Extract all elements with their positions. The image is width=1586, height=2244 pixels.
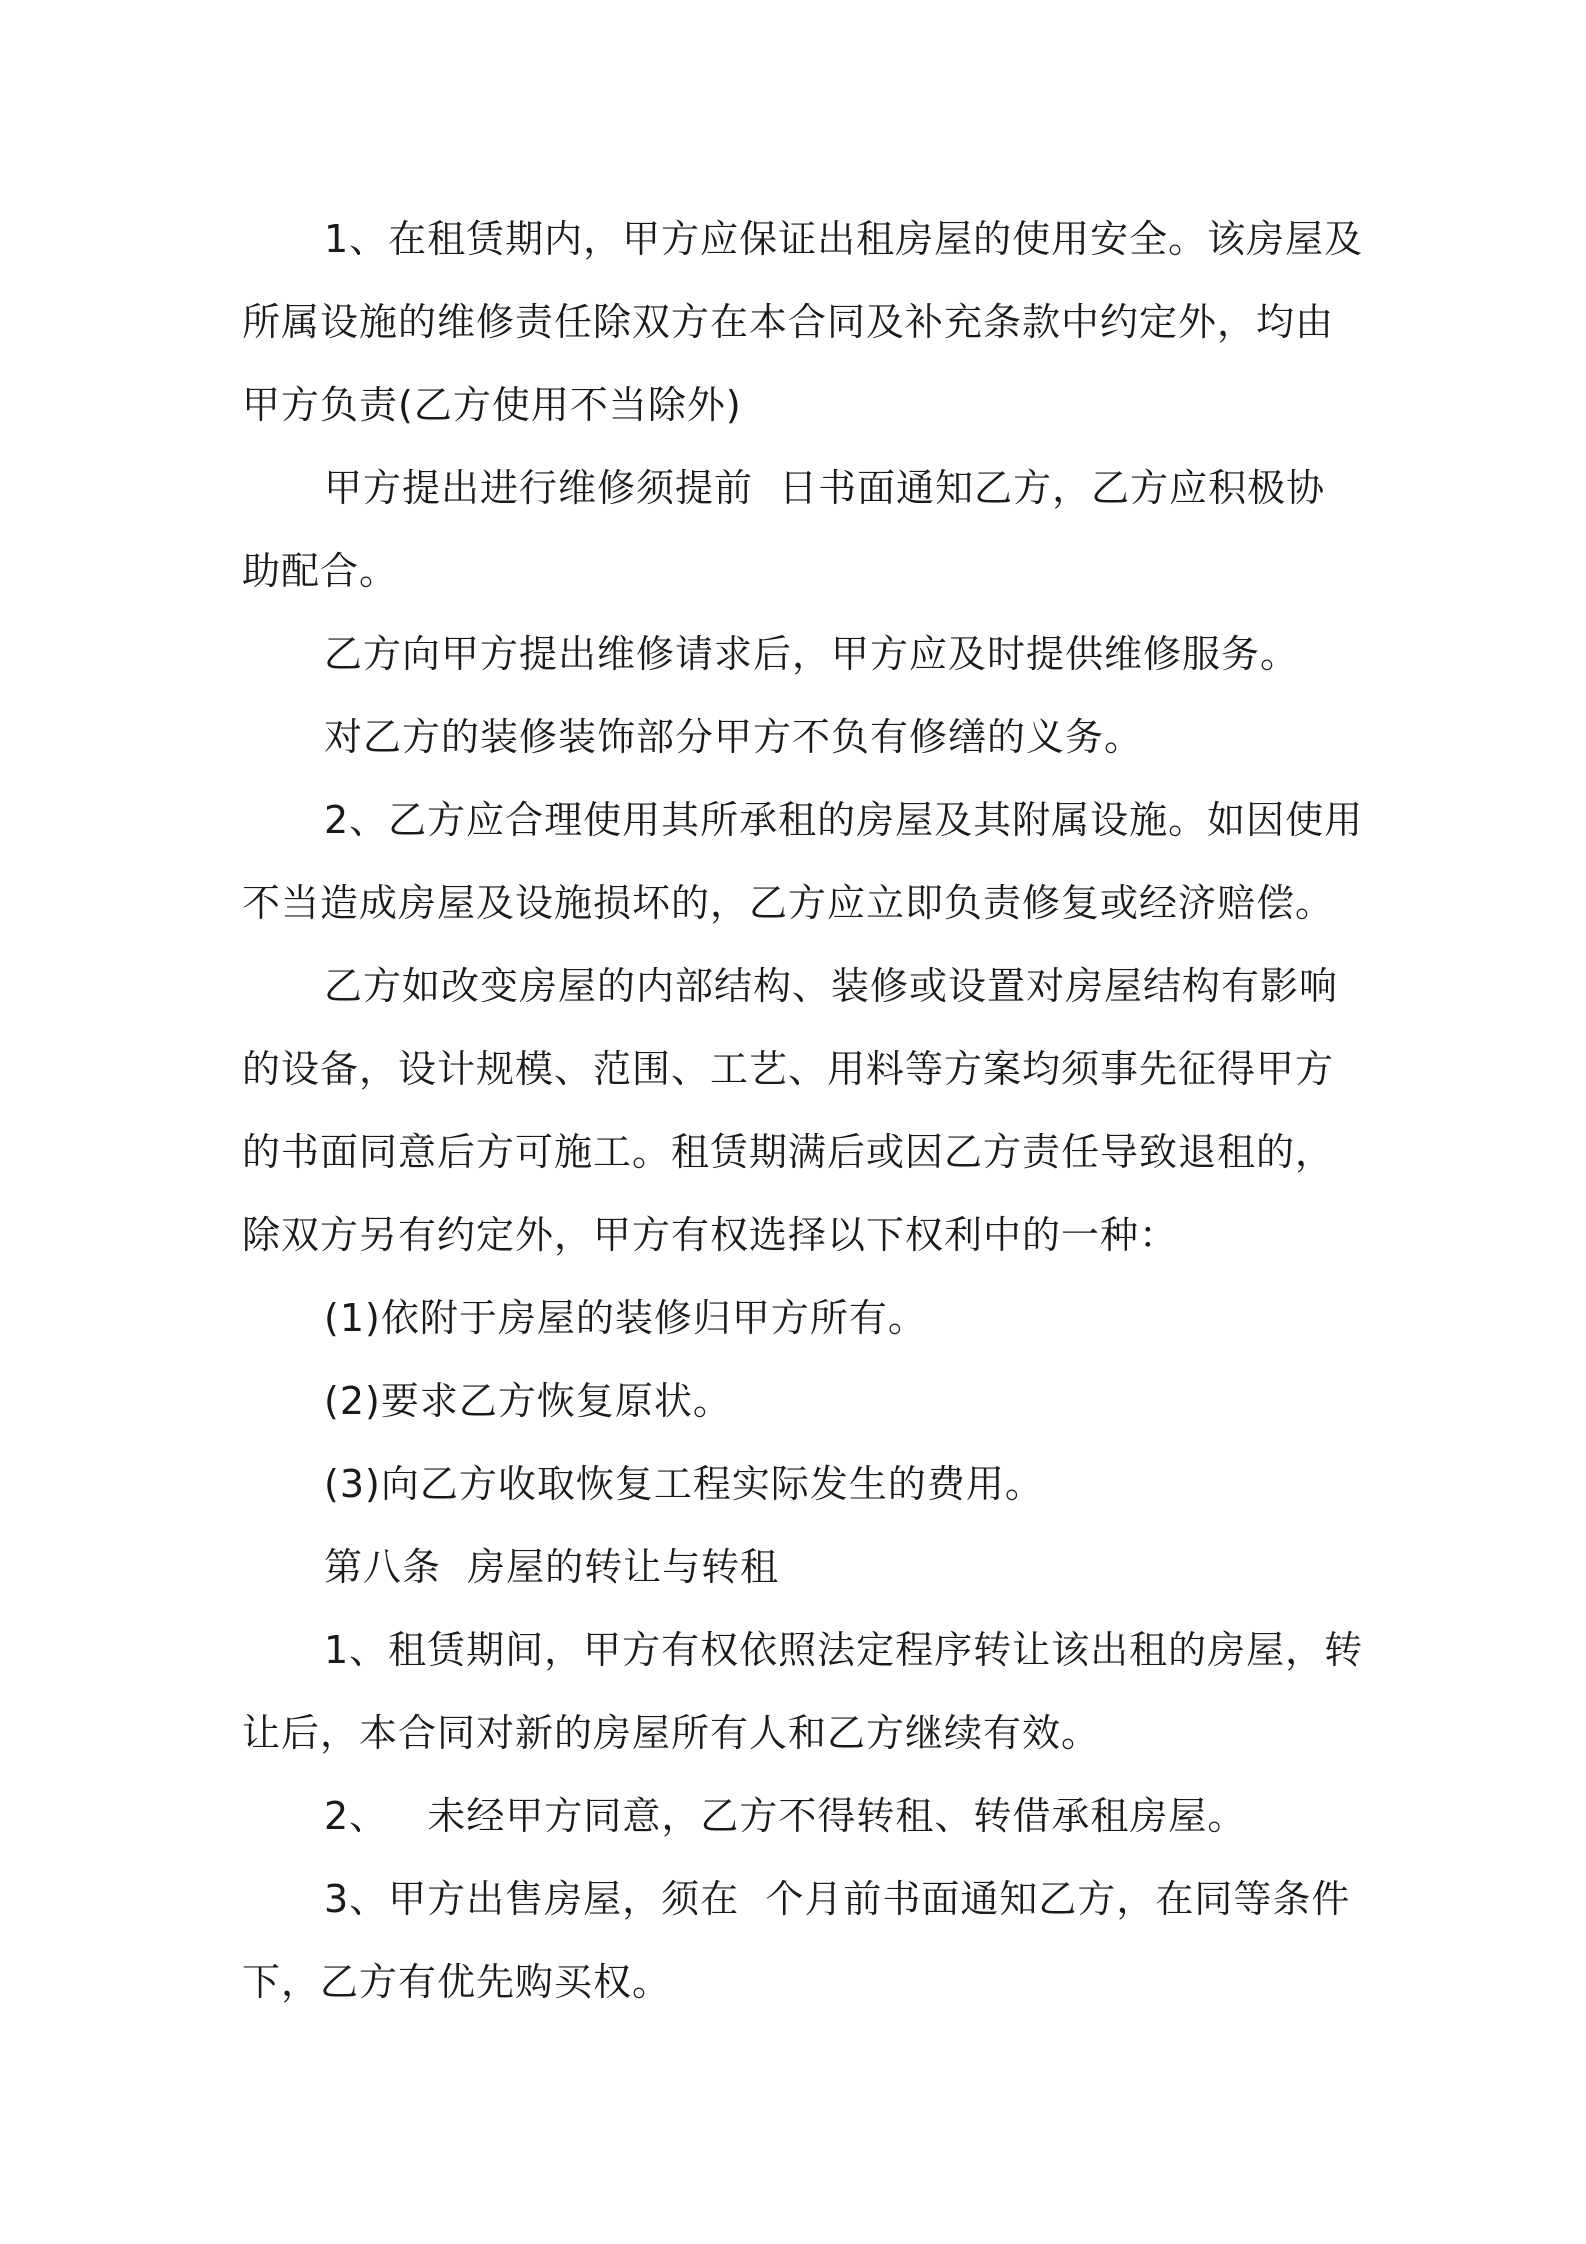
paragraph-repair-responsibility: 1、在租赁期内，甲方应保证出租房屋的使用安全。该房屋及所属设施的维修责任除双方在本合同及补充条款中约定外，均由甲方负责(乙方使用不当除外) bbox=[242, 217, 1364, 427]
paragraph-preemptive-right: 3、甲方出售房屋，须在 个月前书面通知乙方，在同等条件下，乙方有优先购买权。 bbox=[242, 1877, 1351, 2004]
document-body bbox=[242, 198, 1364, 2024]
paragraph-structure-change: 乙方如改变房屋的内部结构、装修或设置对房屋结构有影响的设备，设计规模、范围、工艺、用料等方案均须事先征得甲方的书面同意后方可施工。租赁期满后或因乙方责任导致退租的，除双方另有约定外，甲方有权选择以下权利中的一种： bbox=[242, 964, 1339, 1257]
paragraph-transfer-right: 1、租赁期间，甲方有权依照法定程序转让该出租的房屋，转让后，本合同对新的房屋所有人和乙方继续有效。 bbox=[242, 1628, 1364, 1755]
paragraph-repair-request: 乙方向甲方提出维修请求后，甲方应及时提供维修服务。 bbox=[324, 632, 1300, 676]
paragraph-no-sublet: 2、 未经甲方同意，乙方不得转租、转借承租房屋。 bbox=[324, 1794, 1247, 1838]
paragraph-decoration-no-duty: 对乙方的装修装饰部分甲方不负有修缮的义务。 bbox=[324, 715, 1144, 759]
list-item-option-2: (2)要求乙方恢复原状。 bbox=[324, 1379, 732, 1423]
list-item-option-3: (3)向乙方收取恢复工程实际发生的费用。 bbox=[324, 1462, 1044, 1506]
paragraph-reasonable-use: 2、乙方应合理使用其所承租的房屋及其附属设施。如因使用不当造成房屋及设施损坏的，乙方应立即负责修复或经济赔偿。 bbox=[242, 798, 1364, 925]
paragraph-repair-notice: 甲方提出进行维修须提前 日书面通知乙方，乙方应积极协助配合。 bbox=[242, 466, 1326, 593]
list-item-option-1: (1)依附于房屋的装修归甲方所有。 bbox=[324, 1296, 927, 1340]
section-heading-article-8: 第八条 房屋的转让与转租 bbox=[324, 1545, 780, 1589]
